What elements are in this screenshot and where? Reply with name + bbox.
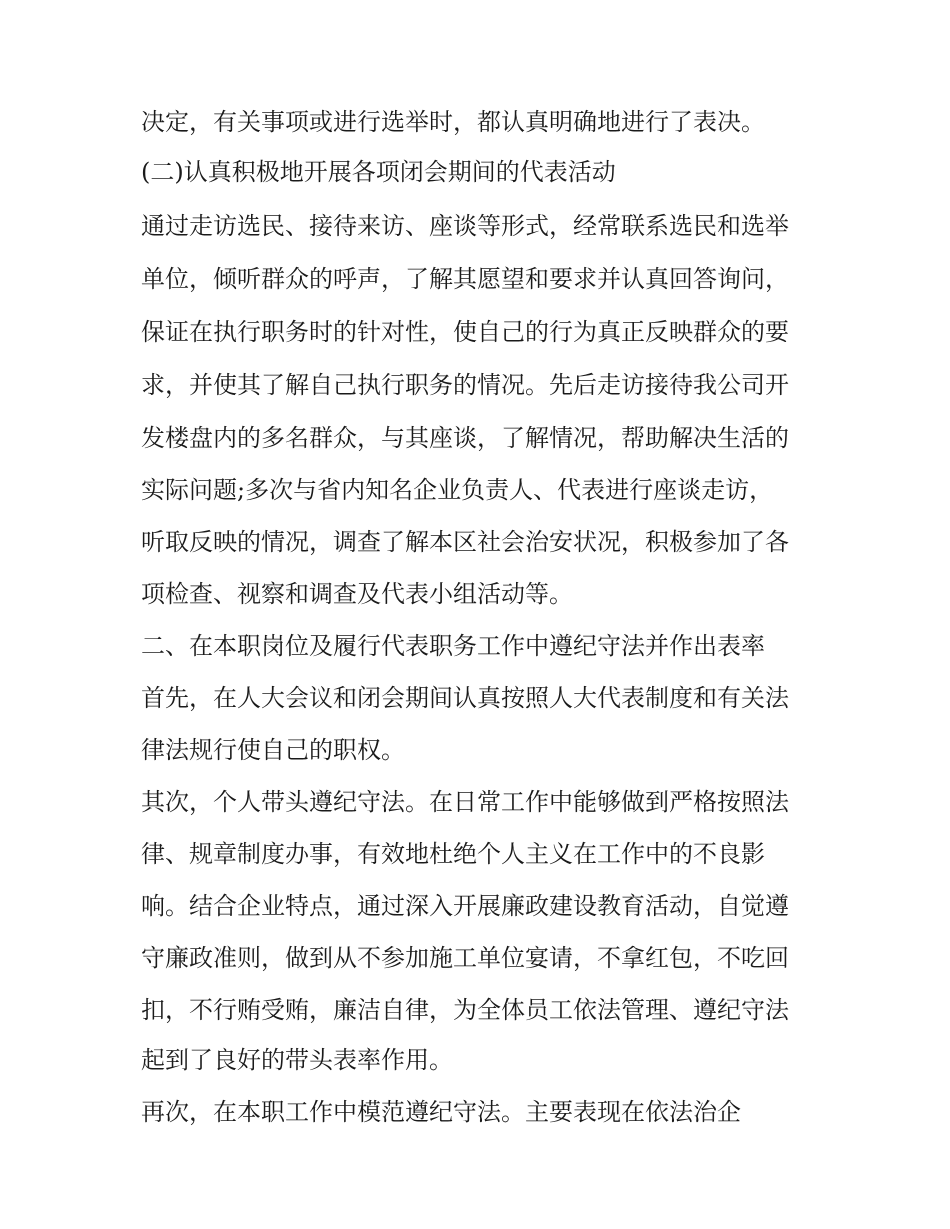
text-line: 起到了良好的带头表率作用。 bbox=[141, 1046, 453, 1074]
text-line: 律、规章制度办事，有效地杜绝个人主义在工作中的不良影 bbox=[141, 840, 765, 868]
text-line: 单位，倾听群众的呼声，了解其愿望和要求并认真回答询问， bbox=[141, 265, 789, 293]
text-line: 律法规行使自己的职权。 bbox=[141, 736, 405, 764]
section-heading: (二)认真积极地开展各项闭会期间的代表活动 bbox=[141, 158, 616, 186]
text-line: 首先，在人大会议和闭会期间认真按照人大代表制度和有关法 bbox=[141, 684, 789, 712]
text-line: 求，并使其了解自己执行职务的情况。先后走访接待我公司开 bbox=[141, 371, 789, 399]
text-line: 扣，不行贿受贿，廉洁自律，为全体员工依法管理、遵纪守法 bbox=[141, 996, 789, 1024]
text-line: 再次，在本职工作中模范遵纪守法。主要表现在依法治企 bbox=[141, 1098, 741, 1126]
text-line: 响。结合企业特点，通过深入开展廉政建设教育活动，自觉遵 bbox=[141, 892, 789, 920]
text-line: 保证在执行职务时的针对性，使自己的行为真正反映群众的要 bbox=[141, 318, 789, 346]
text-line: 实际问题;多次与省内知名企业负责人、代表进行座谈走访， bbox=[141, 476, 774, 504]
text-line: 通过走访选民、接待来访、座谈等形式，经常联系选民和选举 bbox=[141, 212, 789, 240]
text-line: 听取反映的情况，调查了解本区社会治安状况，积极参加了各 bbox=[141, 528, 789, 556]
section-heading: 二、在本职岗位及履行代表职务工作中遵纪守法并作出表率 bbox=[141, 632, 765, 660]
text-line: 其次，个人带头遵纪守法。在日常工作中能够做到严格按照法 bbox=[141, 788, 789, 816]
text-line: 发楼盘内的多名群众，与其座谈，了解情况，帮助解决生活的 bbox=[141, 424, 789, 452]
text-line: 项检查、视察和调查及代表小组活动等。 bbox=[141, 580, 573, 608]
text-line: 决定，有关事项或进行选举时，都认真明确地进行了表决。 bbox=[141, 108, 765, 136]
text-line: 守廉政准则，做到从不参加施工单位宴请，不拿红包，不吃回 bbox=[141, 944, 789, 972]
